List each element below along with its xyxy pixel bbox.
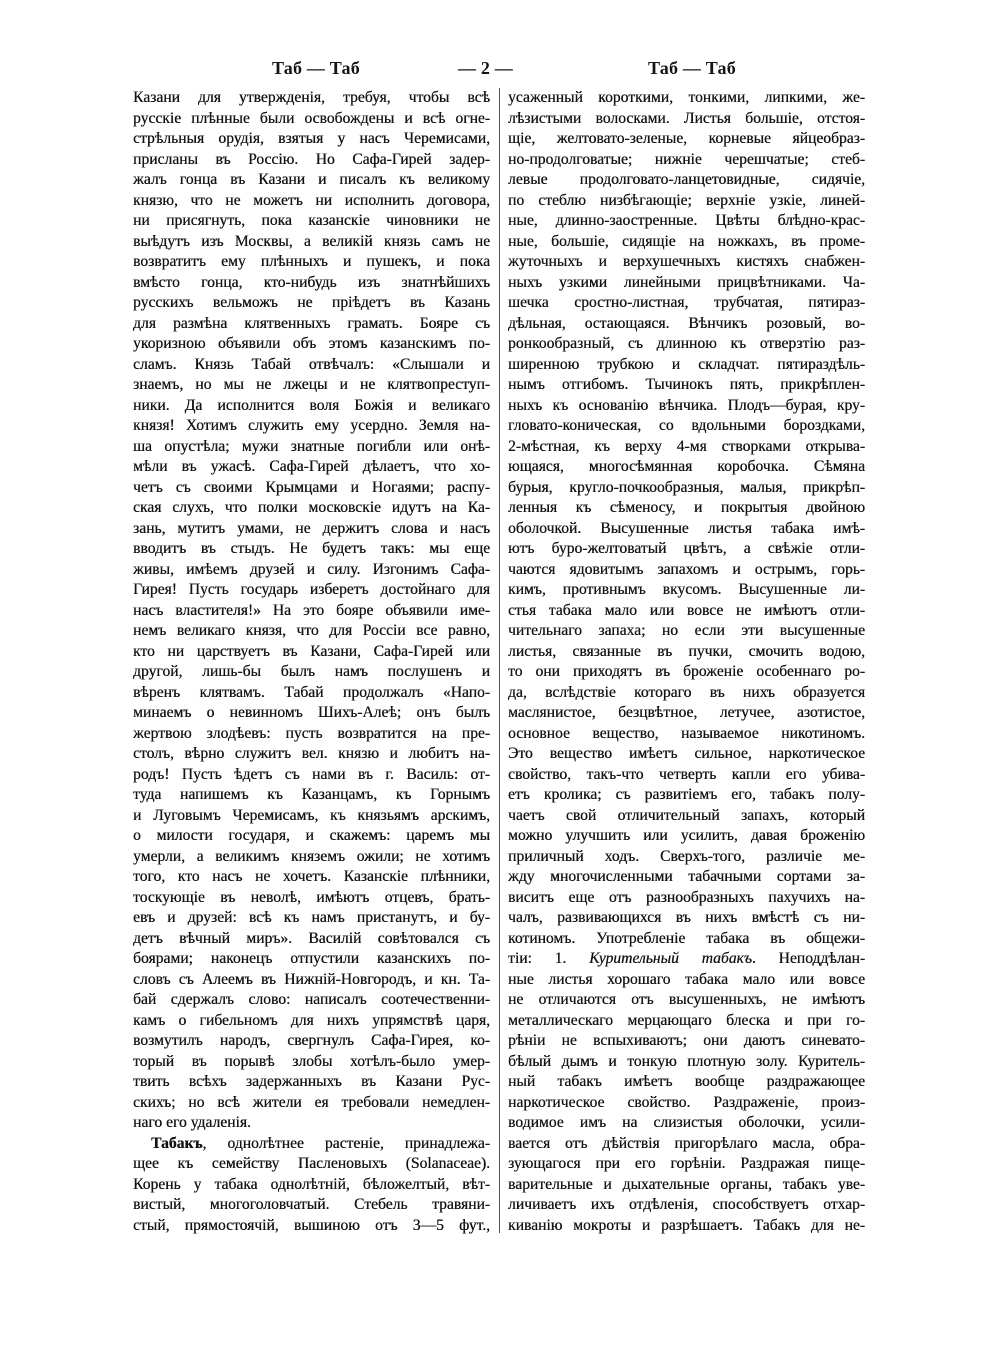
text-line: ныхъ узкими линейными прицвѣтниками. Ча- xyxy=(508,273,865,291)
left-column xyxy=(133,88,490,1236)
text-line: водимое имъ на слизистыя оболочки, усили- xyxy=(508,1114,865,1131)
text-line: ныхъ къ основанію вѣнчика. Плодъ—бурая, кру- xyxy=(508,396,865,414)
text-line: лѣзистыми волосками. Листья большіе, отстоя- xyxy=(508,109,865,127)
text-line: основное вещество, называемое никотиномъ. xyxy=(508,724,865,742)
text-line: киванію мокроты и разрѣшаетъ. Табакъ для не- xyxy=(508,1216,865,1234)
text-line: усаженный короткими, тонкими, липкими, же- xyxy=(508,89,865,106)
text-line: нымъ отгибомъ. Тычинокъ пять, прикрѣплен- xyxy=(508,376,865,393)
running-head-left: Таб — Таб xyxy=(272,58,360,78)
text-line: насъ властителя!» На это бояре объявили име- xyxy=(133,601,490,619)
text-line: не отличаются отъ высушенныхъ, не имѣютъ xyxy=(508,991,865,1008)
text-line: кто ни царствуетъ въ Казани, Сафа-Гирей или xyxy=(133,642,490,660)
text-line: да, вслѣдствіе котораго въ нихъ образуется xyxy=(508,683,865,701)
text-line: выѣдутъ изъ Москвы, а великій князь самъ не xyxy=(133,232,490,250)
text-line: листья, связанные въ пучки, смочить водою, xyxy=(508,642,865,660)
entry-headword: Табакъ xyxy=(151,1134,203,1152)
text-line: минаемъ о невинномъ Шихъ-Алеѣ; онъ былъ xyxy=(133,704,490,721)
text-line: кимъ, противнымъ вкусомъ. Высушенные ли- xyxy=(508,581,865,598)
text-line: свойство, такъ-что четверть капли его убива- xyxy=(508,765,865,783)
text-line: жертвою злодѣевъ: пусть возвратится на пре- xyxy=(133,724,490,742)
text-line: словъ съ Алеемъ въ Нижній-Новгородъ, и кн. Та- xyxy=(133,970,490,988)
text-line: детъ вѣчный миръ». Василій совѣтовался съ xyxy=(133,929,490,947)
text-line: родъ! Пусть ѣдетъ съ нами въ г. Василь: от- xyxy=(133,765,490,783)
text-line: умерли, а великимъ княземъ ожили; не хотимъ xyxy=(133,847,490,865)
italic-term: Курительный табакъ xyxy=(589,950,752,967)
text-line: чалъ, развивающихся въ нихъ вмѣстѣ съ ни- xyxy=(508,909,865,926)
text-line: укоризною объявили объ этомъ казанскимъ по- xyxy=(133,335,490,352)
text-line: зующагося при его горѣніи. Раздражая пище- xyxy=(508,1155,865,1172)
text-line: русскіе плѣнные были освобождены и всѣ огне- xyxy=(133,109,490,127)
text-line: ронкообразный, съ длинною къ отверзтію раз- xyxy=(508,335,865,352)
text-line: левые продолговато-ланцетовидные, сидячіе, xyxy=(508,171,865,188)
text-line: чаются ядовитымъ запахомъ и острымъ, горь- xyxy=(508,560,865,578)
text-line: можно улучшить или усилить, давая броженію xyxy=(508,827,865,844)
text-line: ская слухъ, что полки московскіе идутъ на Ка- xyxy=(133,499,490,516)
text-line: вается отъ дѣйствія пригорѣлаго масла, обра- xyxy=(508,1134,865,1152)
text-line: жуточныхъ и верхушечныхъ кистяхъ снабжен- xyxy=(508,253,865,270)
text-line: мѣли въ ужасѣ. Сафа-Гирей дѣлаетъ, что хо- xyxy=(133,458,490,475)
text-line: Корень у табака однолѣтній, бѣложелтый, вѣт- xyxy=(133,1175,490,1193)
text-line: для размѣна клятвенныхъ грамать. Бояре съ xyxy=(133,314,490,332)
text-line xyxy=(508,949,865,970)
text-line: ша опустѣла; мужи знатные погибли или онѣ- xyxy=(133,437,490,455)
text-line: и Луговымъ Черемисамъ, къ князьямъ арскимъ, xyxy=(133,806,490,824)
text-line: оболочкой. Высушенные листья табака имѣ- xyxy=(508,519,865,537)
text-line: варительные и дыхательные органы, табакъ уве- xyxy=(508,1175,865,1193)
text-line: ные, большіе, сидящіе на ножкахъ, въ проме- xyxy=(508,232,865,250)
text-line: личиваетъ ихъ отдѣленія, способствуетъ отхар- xyxy=(508,1196,865,1213)
column-divider xyxy=(499,88,500,1233)
page-number: — 2 — xyxy=(458,58,513,78)
text-line: Гирея! Пусть государь изберетъ достойнаго для xyxy=(133,581,490,598)
text-line: вводитъ въ стыдъ. Не будетъ такъ: мы еще xyxy=(133,540,490,557)
text-line: наго его удаленія. xyxy=(133,1114,251,1131)
text-line: рѣніи не вспыхиваютъ; они даютъ синевато- xyxy=(508,1032,865,1049)
text-line: чительнаго запаха; но если эти высушенные xyxy=(508,622,865,639)
right-column xyxy=(508,88,865,1236)
text-line: зань, мутитъ умами, не держитъ слова и насъ xyxy=(133,519,490,537)
text-line: немъ великаго князя, что для Россіи все равно, xyxy=(133,622,490,639)
text-line: князю, что не можетъ ни исполнить договора, xyxy=(133,191,490,209)
text-line: ширенною трубкою и складчат. пятираздѣль- xyxy=(508,355,865,373)
text-line: по стеблю низбѣгающіе; верхніе узкіе, линей- xyxy=(508,191,865,209)
text-run: тіи: 1. xyxy=(508,950,590,967)
text-line: виситъ еще отъ разнообразныхъ пахучихъ на- xyxy=(508,888,865,906)
text-line: бурыя, кругло-почкообразныя, малыя, прикрѣп- xyxy=(508,478,865,496)
text-line: торый въ порывѣ злобы хотѣлъ-было умер- xyxy=(133,1052,490,1070)
text-line: но-продолговатые; нижніе черешчатые; стеб- xyxy=(508,150,865,168)
text-line: бай сдержалъ слово: написалъ соотечественни- xyxy=(133,991,490,1008)
text-line: котиномъ. Употребленіе табака въ общежи- xyxy=(508,929,865,947)
text-line: твить всѣхъ задержанныхъ въ Казани Рус- xyxy=(133,1073,490,1090)
text-line: бѣлый дымъ и тонкую плотную золу. Куритель- xyxy=(508,1052,865,1070)
text-line: дѣльная, остающаяся. Вѣнчикъ розовый, во- xyxy=(508,314,865,332)
text-line: тоскующіе въ неволѣ, имѣютъ отцевъ, брать- xyxy=(133,888,490,906)
text-line: другой, лишь-бы былъ намъ послушенъ и xyxy=(133,663,490,680)
text-line: князя! Хотимъ служить ему усердно. Земля на- xyxy=(133,417,490,434)
running-head-right: Таб — Таб xyxy=(648,58,736,78)
text-line: ники. Да исполнится воля Божія и великаго xyxy=(133,396,490,414)
text-line: скихъ; но всѣ жители ея требовали немедлен- xyxy=(133,1093,490,1111)
text-line: маслянистое, безцвѣтное, летучее, азотистое, xyxy=(508,704,865,721)
text-line: щее къ семейству Пасленовыхъ (Solanaceae). xyxy=(133,1155,490,1172)
text-line: присланы въ Россію. Но Сафа-Гирей задер- xyxy=(133,150,490,168)
text-line: наркотическое свойство. Раздраженіе, произ- xyxy=(508,1093,865,1111)
text-line: то они приходятъ въ броженіе особеннаго ро- xyxy=(508,663,865,680)
text-run: . Неподдѣлан- xyxy=(751,950,866,967)
text-line: Это вещество имѣетъ сильное, наркотическое xyxy=(508,745,865,762)
text-line: того, кто насъ не хочетъ. Казанскіе плѣнники, xyxy=(133,868,490,885)
text-line: боярами; наконецъ отпустили казанскихъ по- xyxy=(133,950,490,967)
text-line: стья табака мало или вовсе не имѣютъ отли- xyxy=(508,601,865,619)
text-line: евъ и друзей: всѣ къ намъ пристанутъ, и бу- xyxy=(133,909,490,926)
text-line: туда напишемъ къ Казанцамъ, къ Горнымъ xyxy=(133,786,490,803)
text-line: приличный ходъ. Сверхъ-того, различіе ме- xyxy=(508,847,865,865)
text-run: , однолѣтнее растеніе, принадлежа- xyxy=(202,1134,490,1152)
text-line: ные, длинно-заостренные. Цвѣты блѣдно-крас- xyxy=(508,212,865,229)
text-line: вѣренъ клятвамъ. Табай продолжалъ «Напо- xyxy=(133,683,490,701)
text-line: Казани для утвержденія, требуя, чтобы всѣ xyxy=(133,89,490,106)
text-line: ютъ буро-желтоватый цвѣтъ, а свѣжіе отли- xyxy=(508,540,865,557)
text-line: русскихъ вельможъ не пріѣдетъ въ Казань xyxy=(133,294,490,311)
text-line: ющаяся, многосѣмянная коробочка. Сѣмяна xyxy=(508,458,865,475)
text-line: возмутилъ народъ, свергнулъ Сафа-Гирея, ко- xyxy=(133,1032,490,1049)
text-line: сламъ. Князь Табай отвѣчалъ: «Слышали и xyxy=(133,355,490,373)
text-line: четъ съ своими Крымцами и Ногаями; распу- xyxy=(133,478,490,496)
text-line: возвратитъ ему плѣнныхъ и пушекъ, и пока xyxy=(133,253,490,270)
text-line: знаемъ, но мы не лжецы и не клятвопреступ- xyxy=(133,376,490,393)
text-line: живы, имѣемъ друзей и силу. Изгонимъ Сафа- xyxy=(133,560,490,578)
text-line: ные листья хорошаго табака мало или вовсе xyxy=(508,970,865,988)
text-line: стрѣльныя орудія, взятыя у насъ Черемисами, xyxy=(133,130,490,147)
text-line: гловато-коническая, со вдольными бороздками, xyxy=(508,417,865,434)
text-line: о милости государя, и скажемъ: царемъ мы xyxy=(133,827,490,844)
text-line xyxy=(133,1134,490,1155)
text-line: жду многочисленными табачными сортами за- xyxy=(508,868,865,885)
text-line: стый, прямостоячій, вышиною отъ 3—5 фут., xyxy=(133,1216,490,1234)
text-line: вмѣсто гонца, кто-нибудь изъ знатнѣйшихъ xyxy=(133,273,490,291)
text-line: ный табакъ имѣетъ вообще раздражающее xyxy=(508,1073,865,1090)
text-line: етъ кролика; съ развитіемъ его, табакъ полу- xyxy=(508,786,865,803)
text-line: 2-мѣстная, къ верху 4-мя створками открыва- xyxy=(508,437,865,455)
text-line: камъ о гибельномъ для нихъ упрямствѣ царя, xyxy=(133,1011,490,1029)
text-line: шечка сростно-листная, трубчатая, пятираз- xyxy=(508,294,865,311)
text-line: ни присягнуть, пока казанскіе чиновники не xyxy=(133,212,490,229)
text-line: вистый, многоголовчатый. Стебель травяни- xyxy=(133,1196,490,1213)
text-line: ленныя къ сѣменосу, и покрытыя двойною xyxy=(508,499,865,516)
text-line: щіе, желтовато-зеленые, корневые яйцеобраз- xyxy=(508,130,865,147)
text-line: металлическаго мерцающаго блеска и при го- xyxy=(508,1011,865,1029)
text-line: столъ, вѣрно служитъ вел. князю и любитъ на- xyxy=(133,745,490,762)
text-line: жалъ гонца въ Казани и писалъ къ великому xyxy=(133,171,490,188)
text-line: чаетъ свой отличительный запахъ, который xyxy=(508,806,865,824)
